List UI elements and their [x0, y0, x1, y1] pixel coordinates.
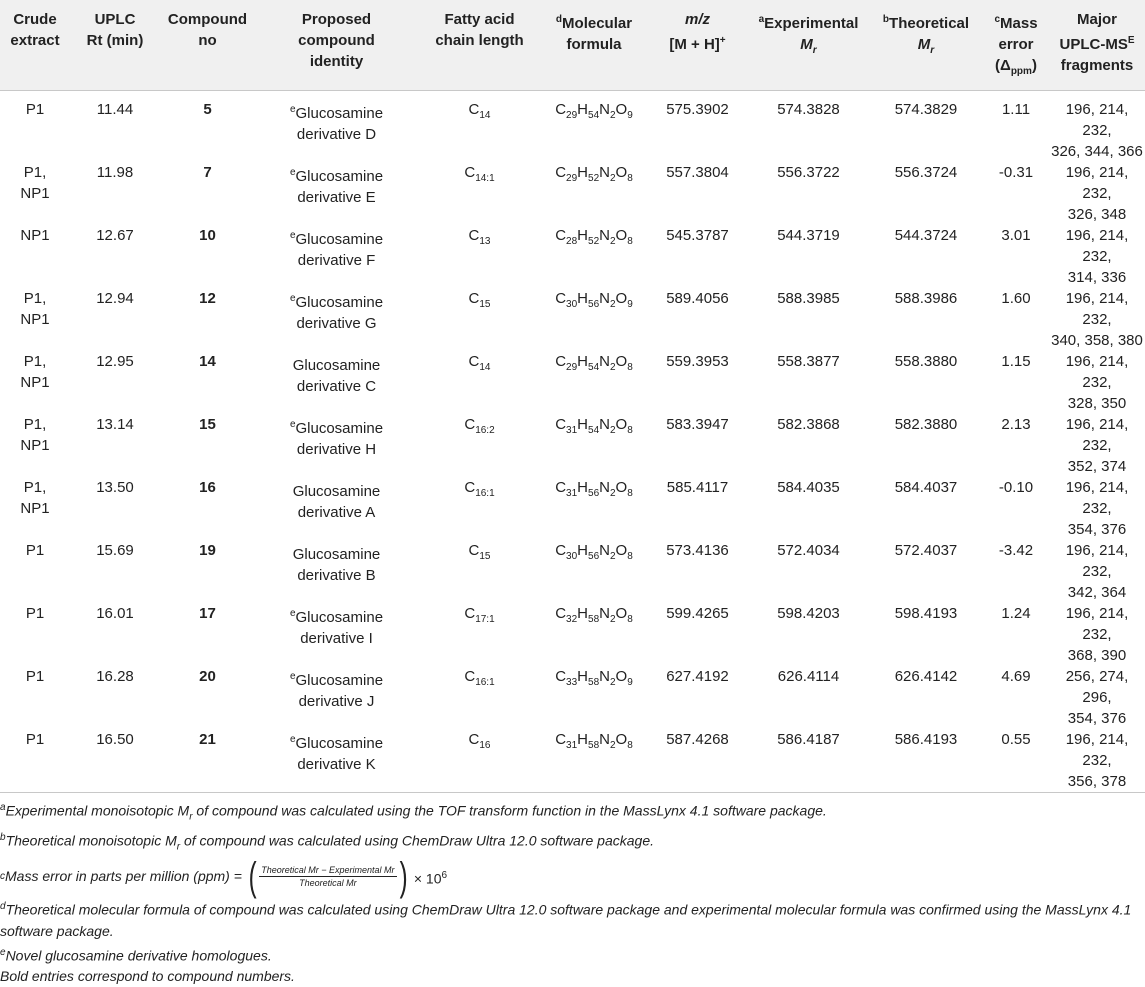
- cell-mz: 589.4056: [666, 290, 729, 307]
- cell-rt: 12.95: [96, 353, 134, 370]
- table-row: [0, 414, 1145, 477]
- cell-rt: 16.50: [70, 729, 160, 793]
- cell-rt: 11.44: [96, 101, 134, 118]
- cell-extract: P1: [0, 729, 70, 793]
- cell-fatty-acid: $C_{14}$: [468, 101, 491, 121]
- cell-exp-mr: 626.4114: [777, 668, 840, 685]
- footnote-d: $^d$Theoretical molecular formula of compound was calculated using ChemDraw Ultra 12.0 software package and experimental molecular formula was confirmed using the MassLynx 4.1 software package.: [0, 900, 1132, 939]
- cell-extract: P1, NP1: [20, 479, 50, 517]
- cell-theo-mr: 544.3724: [894, 227, 958, 244]
- cell-exp-mr: 598.4203: [777, 605, 840, 622]
- cell-exp-mr: 544.3719: [777, 227, 840, 244]
- cell-rt: 12.94: [96, 290, 134, 307]
- table-row: [0, 540, 1145, 603]
- cell-mass-error: 4.69: [1001, 668, 1031, 685]
- cell-compound: 15: [199, 416, 216, 433]
- cell-exp-mr: 556.3722: [777, 164, 840, 181]
- col-experimental-mr: $^a$Experimental $M_r$: [748, 0, 869, 91]
- table-row: [0, 351, 1145, 414]
- footnote-e: $^e$Novel glucosamine derivative homologues.: [0, 946, 272, 964]
- cell-mz: 573.4136: [666, 542, 729, 559]
- cell-mass-error: 1.60: [1001, 290, 1031, 307]
- cell-fragments: 196, 214, 232, 340, 358, 380: [1051, 290, 1143, 349]
- col-fatty-acid: Fatty acid chain length: [418, 0, 541, 91]
- mass-error-formula: ( $\frac{\text{Theoretical Mr − Experimental Mr}}{\text{Theoretical Mr}}$ ): [248, 854, 408, 899]
- cell-fragments: 256, 274, 296, 354, 376: [1065, 668, 1129, 727]
- table-row: [0, 477, 1145, 540]
- cell-rt: 16.01: [96, 605, 134, 622]
- col-uplc-rt: UPLC Rt (min): [70, 0, 160, 91]
- cell-mass-error: 3.01: [1001, 227, 1031, 244]
- cell-identity: $^e$Glucosamine derivative D: [289, 104, 384, 143]
- cell-formula: $C_{32}H_{58}N_2O_8$: [555, 605, 633, 625]
- cell-formula: $C_{30}H_{56}N_2O_9$: [555, 290, 633, 310]
- cell-identity: $^e$Glucosamine derivative E: [289, 167, 384, 206]
- cell-fatty-acid: $C_{16}$: [418, 729, 541, 793]
- cell-fragments: 196, 214, 232, 328, 350: [1065, 353, 1129, 412]
- cell-compound: 21: [160, 729, 255, 793]
- cell-fatty-acid: $C_{17:1}$: [464, 605, 495, 625]
- cell-compound: 14: [199, 353, 216, 370]
- table-header: [0, 0, 1145, 91]
- cell-compound: 17: [199, 605, 216, 622]
- cell-mass-error: -0.31: [998, 164, 1034, 181]
- cell-compound: 12: [199, 290, 216, 307]
- cell-mass-error: 1.15: [1001, 353, 1031, 370]
- cell-formula: $C_{30}H_{56}N_2O_8$: [555, 542, 633, 562]
- cell-exp-mr: 588.3985: [777, 290, 840, 307]
- cell-fatty-acid: $C_{15}$: [468, 542, 491, 562]
- cell-extract: P1, NP1: [20, 416, 50, 454]
- cell-theo-mr: 574.3829: [894, 101, 958, 118]
- cell-identity: $^e$Glucosamine derivative K: [255, 729, 418, 793]
- cell-fatty-acid: $C_{16:1}$: [464, 479, 495, 499]
- col-fragments: Major UPLC-$MS^E$ fragments: [1049, 0, 1145, 91]
- cell-rt: 13.50: [96, 479, 134, 496]
- cell-formula: $C_{31}H_{54}N_2O_8$: [555, 416, 633, 436]
- col-theoretical-mr: $^b$Theoretical $M_r$: [869, 0, 983, 91]
- cell-theo-mr: 584.4037: [894, 479, 958, 496]
- cell-theo-mr: 558.3880: [894, 353, 958, 370]
- cell-extract: P1: [25, 542, 45, 559]
- cell-extract: P1: [25, 605, 45, 622]
- cell-identity: Glucosamine derivative C: [292, 357, 381, 395]
- cell-extract: P1: [25, 101, 45, 118]
- cell-mass-error: 1.24: [1001, 605, 1031, 622]
- cell-extract: P1, NP1: [20, 164, 50, 202]
- cell-mass-error: 1.11: [1001, 101, 1031, 118]
- table-body: [0, 91, 1145, 793]
- cell-fatty-acid: $C_{16:1}$: [464, 668, 495, 688]
- table-row: [0, 288, 1145, 351]
- cell-fragments: 196, 214, 232, 354, 376: [1065, 479, 1129, 538]
- cell-extract: NP1: [20, 227, 50, 244]
- table-row: [0, 162, 1145, 225]
- cell-compound: 7: [203, 164, 212, 181]
- cell-formula: $C_{29}H_{54}N_2O_8$: [555, 353, 633, 373]
- cell-mz: 545.3787: [666, 227, 729, 244]
- cell-exp-mr: 586.4187: [748, 729, 869, 793]
- cell-exp-mr: 574.3828: [777, 101, 840, 118]
- cell-formula: $C_{31}H_{56}N_2O_8$: [555, 479, 633, 499]
- table-row: [0, 603, 1145, 666]
- cell-mz: 627.4192: [666, 668, 729, 685]
- cell-fatty-acid: $C_{14}$: [468, 353, 491, 373]
- cell-fragments: 196, 214, 232, 342, 364: [1065, 542, 1129, 601]
- cell-theo-mr: 582.3880: [894, 416, 958, 433]
- cell-mass-error: 0.55: [983, 729, 1049, 793]
- cell-extract: P1, NP1: [20, 353, 50, 391]
- cell-exp-mr: 572.4034: [777, 542, 840, 559]
- cell-compound: 19: [199, 542, 216, 559]
- table-row: [0, 91, 1145, 163]
- col-crude-extract: Crude extract: [0, 0, 70, 91]
- footnotes: [0, 793, 1145, 987]
- cell-mz: 575.3902: [666, 101, 729, 118]
- cell-identity: Glucosamine derivative B: [292, 546, 381, 584]
- cell-exp-mr: 584.4035: [777, 479, 840, 496]
- table-row: [0, 666, 1145, 729]
- cell-exp-mr: 582.3868: [777, 416, 840, 433]
- cell-mz: 587.4268: [647, 729, 748, 793]
- cell-fragments: 196, 214, 232, 326, 348: [1065, 164, 1129, 223]
- cell-fragments: 196, 214, 232, 368, 390: [1065, 605, 1129, 664]
- cell-theo-mr: 626.4142: [894, 668, 958, 685]
- col-identity: Proposed compound identity: [255, 0, 418, 91]
- cell-fragments: 196, 214, 232, 352, 374: [1065, 416, 1129, 475]
- cell-theo-mr: 586.4193: [869, 729, 983, 793]
- cell-mass-error: -3.42: [998, 542, 1034, 559]
- cell-identity: $^e$Glucosamine derivative F: [289, 230, 384, 269]
- cell-identity: $^e$Glucosamine derivative G: [289, 293, 384, 332]
- cell-identity: $^e$Glucosamine derivative H: [289, 419, 384, 458]
- footnote-a: $^a$Experimental monoisotopic $M_r$ of compound was calculated using the TOF transform function in the MassLynx 4.1 software package.: [0, 802, 827, 823]
- cell-identity: $^e$Glucosamine derivative J: [289, 671, 384, 710]
- cell-mass-error: -0.10: [998, 479, 1034, 496]
- cell-formula: $C_{29}H_{52}N_2O_8$: [555, 164, 633, 184]
- cell-theo-mr: 572.4037: [894, 542, 958, 559]
- cell-compound: 10: [199, 227, 216, 244]
- cell-formula: $C_{29}H_{54}N_2O_9$: [555, 101, 633, 121]
- cell-fatty-acid: $C_{16:2}$: [464, 416, 495, 436]
- cell-theo-mr: 556.3724: [894, 164, 958, 181]
- cell-compound: 20: [199, 668, 216, 685]
- cell-identity: Glucosamine derivative A: [292, 483, 381, 521]
- cell-exp-mr: 558.3877: [777, 353, 840, 370]
- cell-formula: $C_{33}H_{58}N_2O_9$: [555, 668, 633, 688]
- footnote-bold: Bold entries correspond to compound numbers.: [0, 968, 295, 985]
- col-compound-no: Compound no: [160, 0, 255, 91]
- table-row: [0, 729, 1145, 793]
- cell-extract: P1, NP1: [20, 290, 50, 328]
- cell-fatty-acid: $C_{14:1}$: [464, 164, 495, 184]
- cell-theo-mr: 598.4193: [894, 605, 958, 622]
- cell-compound: 5: [203, 101, 212, 118]
- cell-formula: $C_{31}H_{58}N_2O_8$: [541, 729, 647, 793]
- cell-fragments: 196, 214, 232, 314, 336: [1065, 227, 1129, 286]
- cell-fatty-acid: $C_{13}$: [468, 227, 491, 247]
- cell-compound: 16: [199, 479, 216, 496]
- col-molecular-formula: $^d$Molecular formula: [541, 0, 647, 91]
- cell-fragments: 196, 214, 232, 356, 378: [1049, 729, 1145, 793]
- cell-extract: P1: [25, 668, 45, 685]
- cell-rt: 13.14: [96, 416, 134, 433]
- cell-rt: 16.28: [96, 668, 134, 685]
- cell-rt: 12.67: [96, 227, 134, 244]
- cell-fatty-acid: $C_{15}$: [468, 290, 491, 310]
- col-mz: m/z [M + H]+: [647, 0, 748, 91]
- cell-rt: 15.69: [96, 542, 134, 559]
- cell-formula: $C_{28}H_{52}N_2O_8$: [555, 227, 633, 247]
- cell-mz: 585.4117: [666, 479, 729, 496]
- cell-mz: 559.3953: [666, 353, 729, 370]
- cell-identity: $^e$Glucosamine derivative I: [289, 608, 384, 647]
- table-row: [0, 225, 1145, 288]
- cell-mz: 599.4265: [666, 605, 729, 622]
- col-mass-error: $^c$Mass error $(\Delta_{ppm})$: [983, 0, 1049, 91]
- footnote-c: c Mass error in parts per million (ppm) = ( $\frac{\text{Theoretical Mr − Experimental Mr}}{\text{Theoretical Mr}}$ ) × $10^6$: [0, 854, 448, 899]
- cell-mass-error: 2.13: [1001, 416, 1031, 433]
- footnote-b: $^b$Theoretical monoisotopic $M_r$ of compound was calculated using ChemDraw Ultra 12.0 software package.: [0, 832, 655, 853]
- cell-theo-mr: 588.3986: [894, 290, 958, 307]
- cell-mz: 583.3947: [666, 416, 729, 433]
- cell-mz: 557.3804: [666, 164, 729, 181]
- cell-fragments: 196, 214, 232, 326, 344, 366: [1051, 101, 1143, 160]
- cell-rt: 11.98: [96, 164, 134, 181]
